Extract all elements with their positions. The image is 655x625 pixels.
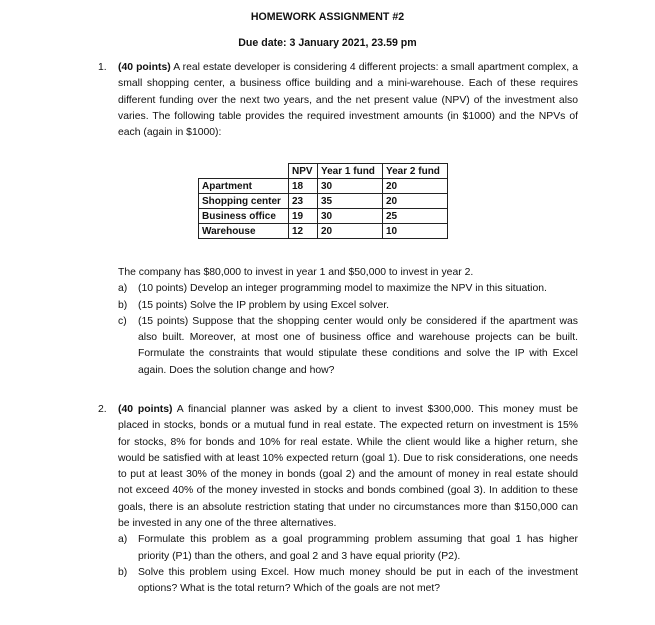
year2-value: 10 <box>383 224 448 239</box>
projects-table <box>198 163 448 239</box>
year1-value: 30 <box>318 209 383 224</box>
table-header-year1: Year 1 fund <box>318 164 383 179</box>
year1-value: 35 <box>318 194 383 209</box>
npv-value: 23 <box>289 194 318 209</box>
part-text: (15 points) Solve the IP problem by using Excel solver. <box>138 299 390 311</box>
question-1-number: 1. <box>98 62 107 73</box>
year2-value: 20 <box>383 179 448 194</box>
question-1-points: (40 points) <box>118 62 171 73</box>
project-name: Apartment <box>199 179 289 194</box>
part-text: Solve this problem using Excel. How much money should be put in each of the investment options? What is the total return? Which of the goals are not met? <box>138 566 578 595</box>
question-2 <box>98 402 578 598</box>
part-label: c) <box>118 315 127 327</box>
part-label: a) <box>118 283 128 295</box>
question-2-body <box>118 402 578 532</box>
table-row <box>199 179 448 194</box>
question-2-parts <box>118 532 578 597</box>
question-1-part-c <box>118 314 578 379</box>
table-row <box>199 209 448 224</box>
question-2-number: 2. <box>98 404 107 415</box>
assignment-title: HOMEWORK ASSIGNMENT #2 <box>250 11 405 23</box>
part-text: (10 points) Develop an integer programming model to maximize the NPV in this situation. <box>138 283 547 295</box>
project-name: Shopping center <box>199 194 289 209</box>
year2-value: 25 <box>383 209 448 224</box>
part-text: Formulate this problem as a goal programming problem assuming that goal 1 has higher priority (P1) than the others, and goal 2 and 3 have equal priority (P2). <box>138 534 578 562</box>
part-text: (15 points) Suppose that the shopping center would only be considered if the apartment was also built. Moreover, at most one of business office and warehouse projects can be built. Formulate the constraints that would stipulate these conditions and solve the IP with Excel again. Does the solution change and how? <box>138 315 578 376</box>
question-2-part-a <box>118 532 578 565</box>
year1-value: 30 <box>318 179 383 194</box>
due-date: Due date: 3 January 2021, 23.59 pm <box>238 37 417 49</box>
npv-value: 18 <box>289 179 318 194</box>
part-label: b) <box>118 566 128 578</box>
budget-statement: The company has $80,000 to invest in year 1 and $50,000 to invest in year 2. <box>118 267 474 278</box>
question-2-part-b <box>118 565 578 598</box>
npv-value: 12 <box>289 224 318 239</box>
year2-value: 20 <box>383 194 448 209</box>
question-1-part-b <box>118 298 578 314</box>
part-label: b) <box>118 299 128 311</box>
question-1 <box>98 60 578 141</box>
table-header-npv: NPV <box>289 164 318 179</box>
question-1-body <box>118 60 578 141</box>
question-1-continued <box>118 265 578 379</box>
npv-value: 19 <box>289 209 318 224</box>
table-row <box>199 224 448 239</box>
table-corner-cell <box>199 164 289 179</box>
question-2-points: (40 points) <box>118 404 173 415</box>
table-row <box>199 194 448 209</box>
table-header-year2: Year 2 fund <box>383 164 448 179</box>
question-1-part-a <box>118 281 578 297</box>
year1-value: 20 <box>318 224 383 239</box>
project-name: Warehouse <box>199 224 289 239</box>
part-label: a) <box>118 534 128 546</box>
project-name: Business office <box>199 209 289 224</box>
table-header-row <box>199 164 448 179</box>
question-1-text: A real estate developer is considering 4 different projects: a small apartment complex, a small shopping center, a business office building and a mini-warehouse. Each of these requires different funding over the next two years, and the net present value (NPV) of the investment also varies. The following table provides the required investment amounts (in $1000) and the NPVs of each (again in $1000): <box>118 62 578 139</box>
question-2-text: A financial planner was asked by a client to invest $300,000. This money must be placed in stocks, bonds or a mutual fund in real estate. The expected return on investment is 15% for stocks, 8% for bonds and 10% for real estate. While the client would like a higher return, she would be satisfied with at least 10% expected return (goal 1). Due to risk considerations, one needs to put at least 30% of the money in bonds (goal 2) and the amount of money in real estate should not exceed 40% of the money invested in stocks and bonds combined (goal 3). In addition to these goals, there is an absolute restriction stating that under no circumstances more than $150,000 can be invested in any one of the three alternatives. <box>118 404 578 530</box>
